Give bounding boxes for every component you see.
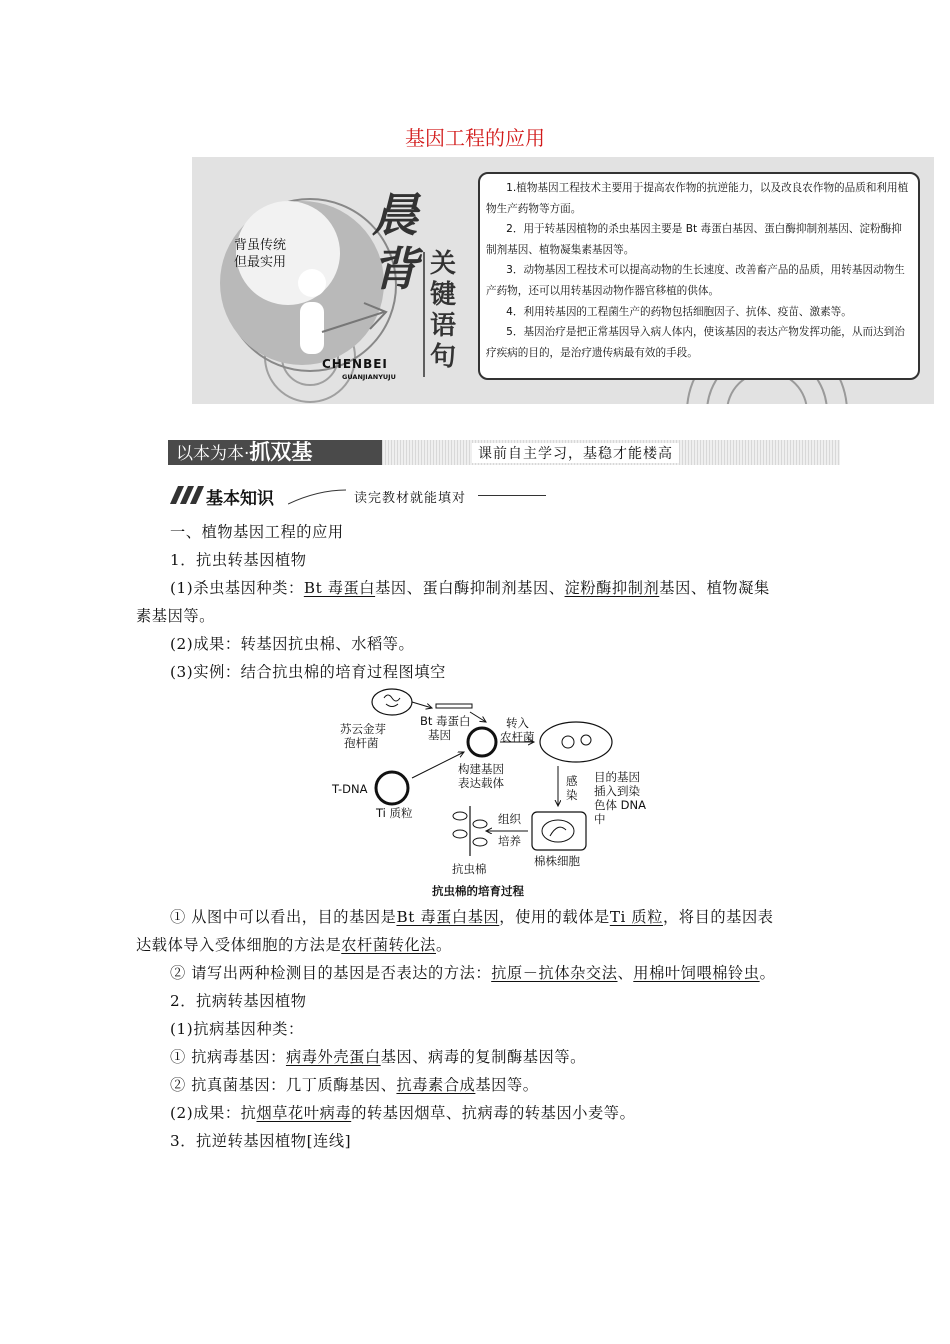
key-point-4: 4．利用转基因的工程菌生产的药物包括细胞因子、抗体、疫苗、激素等。 (506, 305, 852, 318)
tagline-rule (478, 495, 546, 496)
section-bar-tagline: 课前自主学习，基稳才能楼高 (472, 443, 679, 463)
swoosh-icon (288, 484, 348, 506)
label-target-2: 插入到染 (594, 784, 640, 798)
vertical-key-phrase: 关 键 语 句 (430, 249, 457, 372)
question-1-cont: 达载体导入受体细胞的方法是农杆菌转化法。 (136, 936, 452, 954)
diagram-caption: 抗虫棉的培育过程 (432, 884, 524, 898)
key-point-5: 5．基因治疗是把正常基因导入病人体内，使该基因的表达产物发挥功能，从而达到治疗疾病的目的，是治疗遗传病最有效的手段。 (486, 326, 905, 359)
big-char-2: 背 (372, 242, 418, 296)
basic-knowledge-tagline: 读完教材就能填对 (354, 491, 467, 506)
heading-insect-resistant: 1．抗虫转基因植物 (170, 551, 307, 569)
label-into-2: 农杆菌 (500, 730, 535, 744)
key-point-1: 1.植物基因工程技术主要用于提高农作物的抗逆能力，以及改良农作物的品质和利用植物生产药物等方面。 (486, 182, 909, 215)
heading-plant-applications: 一、植物基因工程的应用 (170, 523, 344, 541)
disease-genes-heading: (1)抗病基因种类： (170, 1020, 304, 1038)
antifungal-genes-line: ② 抗真菌基因：几丁质酶基因、抗毒素合成基因等。 (170, 1076, 539, 1094)
section-bar-left: 以本为本·抓双基 (168, 440, 382, 465)
label-infect-1: 感 (566, 774, 578, 788)
insecticidal-genes-cont: 素基因等。 (136, 607, 215, 625)
achievements-line: (2)成果：转基因抗虫棉、水稻等。 (170, 635, 415, 653)
question-2-line: ② 请写出两种检测目的基因是否表达的方法：抗原－抗体杂交法、用棉叶饲喂棉铃虫。 (170, 964, 776, 982)
label-target-1: 目的基因 (594, 770, 640, 784)
heading-disease-resistant: 2．抗病转基因植物 (170, 992, 307, 1010)
label-ti: Ti 质粒 (376, 806, 413, 820)
page-title: 基因工程的应用 (405, 126, 545, 150)
label-bacillus-2: 孢杆菌 (344, 736, 379, 750)
label-bacillus-1: 苏云金芽 (340, 722, 386, 736)
heading-stress-resistant: 3．抗逆转基因植物[连线] (170, 1132, 352, 1150)
label-bt-1: Bt 毒蛋白 (420, 714, 471, 728)
key-points-box (478, 172, 920, 380)
label-construct-1: 构建基因 (458, 762, 504, 776)
antiviral-genes-line: ① 抗病毒基因：病毒外壳蛋白基因、病毒的复制酶基因等。 (170, 1048, 586, 1066)
question-1-line: ① 从图中可以看出，目的基因是Bt 毒蛋白基因，使用的载体是Ti 质粒，将目的基因表 (170, 908, 774, 926)
label-target-3: 色体 DNA (594, 798, 646, 812)
basic-knowledge-header (170, 484, 550, 508)
key-point-3: 3．动物基因工程技术可以提高动物的生长速度、改善畜产品的品质，用转基因动物生产药物，还可以用转基因动物作器官移植的供体。 (486, 264, 905, 297)
label-construct-2: 表达载体 (458, 776, 504, 790)
key-point-2: 2．用于转基因植物的杀虫基因主要是 Bt 毒蛋白基因、蛋白酶抑制剂基因、淀粉酶抑制剂基因、植物凝集素基因等。 (486, 223, 902, 256)
label-culture-2: 培养 (498, 834, 521, 848)
label-bt-2: 基因 (428, 728, 451, 742)
section-bar-right (382, 440, 840, 465)
label-infect-2: 染 (566, 788, 578, 802)
label-cotton-cell: 棉株细胞 (534, 854, 580, 868)
bubble-text-1: 背虽传统 (234, 238, 287, 253)
label-tdna: T-DNA (332, 782, 368, 796)
basic-knowledge-label: 基本知识 (206, 489, 274, 509)
insecticidal-genes-line: (1)杀虫基因种类：Bt 毒蛋白基因、蛋白酶抑制剂基因、淀粉酶抑制剂基因、植物凝集 (170, 579, 770, 597)
label-target-4: 中 (594, 812, 606, 826)
example-line: (3)实例：结合抗虫棉的培育过程图填空 (170, 663, 446, 681)
big-char-1: 晨 (372, 188, 418, 242)
brand-text: CHENBEI (322, 357, 388, 371)
label-resistant-cotton: 抗虫棉 (452, 862, 487, 876)
stripes-icon (170, 484, 206, 506)
brand-subtext: GUANJIANYUJU (342, 373, 396, 381)
label-culture-1: 组织 (498, 812, 521, 826)
cotton-breeding-diagram (320, 686, 660, 906)
label-into-1: 转入 (506, 716, 529, 730)
disease-achievements-line: (2)成果：抗烟草花叶病毒的转基因烟草、抗病毒的转基因小麦等。 (170, 1104, 636, 1122)
bubble-text-2: 但最实用 (234, 255, 287, 270)
